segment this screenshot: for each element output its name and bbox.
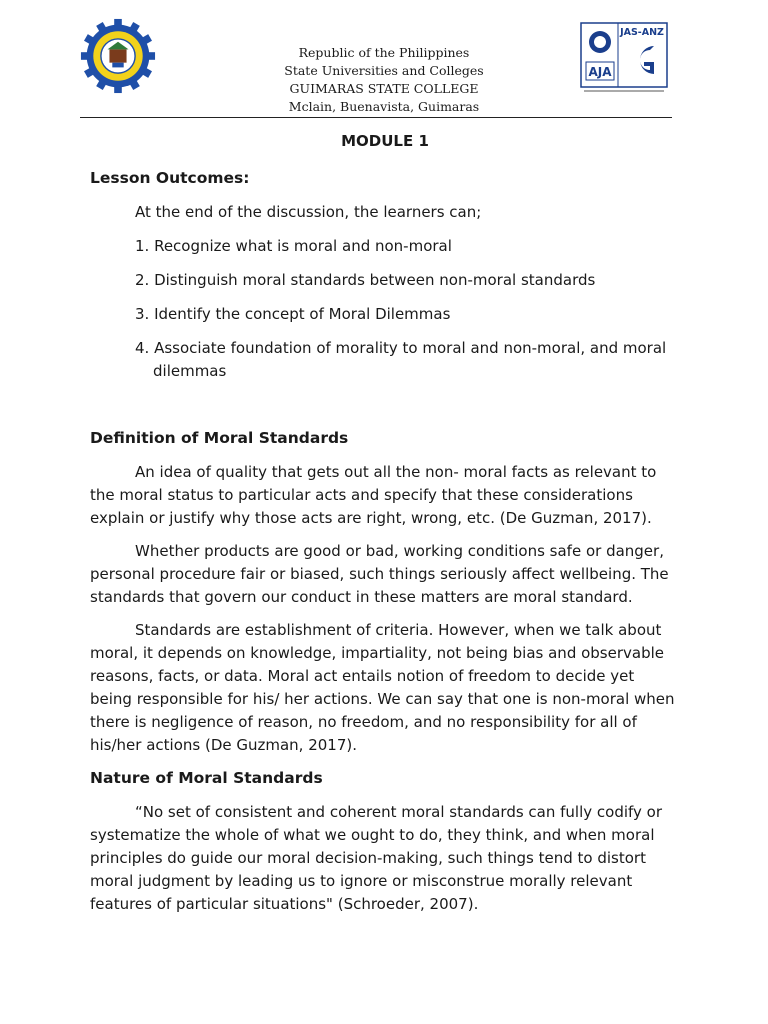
header-divider: [80, 117, 672, 118]
outcome-item: 4. Associate foundation of morality to moral and non-moral, and moral dilemmas: [135, 339, 667, 380]
jas-anz-badge-icon: [580, 22, 668, 94]
definition-heading: Definition of Moral Standards: [90, 429, 349, 447]
definition-paragraph: An idea of quality that gets out all the non- moral facts as relevant to the moral status to particular acts and specify that these considerations explain or justify why those acts are right, wrong, etc. (De Guzman, 2017).: [90, 463, 657, 527]
header-line-republic: Republic of the Philippines: [298, 45, 470, 60]
nature-paragraph: “No set of consistent and coherent moral standards can fully codify or systematize the whole of what we ought to do, they think, and when moral principles do guide our moral decision-making, such things tend to distort moral judgment by leading us to ignore or misconstrue morally relevant features of particular situations" (Schroeder, 2007).: [90, 803, 663, 913]
header-line-college: GUIMARAS STATE COLLEGE: [289, 81, 479, 96]
definition-paragraph: Standards are establishment of criteria. However, when we talk about moral, it depends on knowledge, impartiality, not being bias and observable reasons, facts, or data. Moral act entails notion of freedom to decide yet being responsible for his/ her actions. We can say that one is non-moral when there is negligence of reason, no freedom, and no responsibility for all of his/her actions (De Guzman, 2017).: [90, 621, 675, 754]
header-line-address: Mclain, Buenavista, Guimaras: [288, 99, 480, 114]
header-line-suc: State Universities and Colleges: [284, 63, 484, 78]
module-body: [90, 130, 680, 926]
document-header: [0, 0, 768, 120]
college-seal-icon: [80, 18, 156, 94]
lesson-outcomes-intro: At the end of the discussion, the learners can;: [135, 203, 482, 221]
outcome-item: 2. Distinguish moral standards between non-moral standards: [135, 271, 596, 289]
outcome-item: 3. Identify the concept of Moral Dilemmas: [135, 305, 451, 323]
outcome-item: 1. Recognize what is moral and non-moral: [135, 237, 452, 255]
institution-header-text: [220, 44, 548, 116]
badge-aja-text: AJA: [588, 65, 612, 79]
definition-paragraph: Whether products are good or bad, working conditions safe or danger, personal procedure fair or biased, such things seriously affect wellbeing. The standards that govern our conduct in these matters are moral standard.: [90, 542, 669, 606]
badge-jasanz-text: JAS-ANZ: [620, 27, 664, 38]
module-title: MODULE 1: [341, 132, 429, 150]
nature-heading: Nature of Moral Standards: [90, 769, 323, 787]
lesson-outcomes-heading: Lesson Outcomes:: [90, 169, 250, 187]
